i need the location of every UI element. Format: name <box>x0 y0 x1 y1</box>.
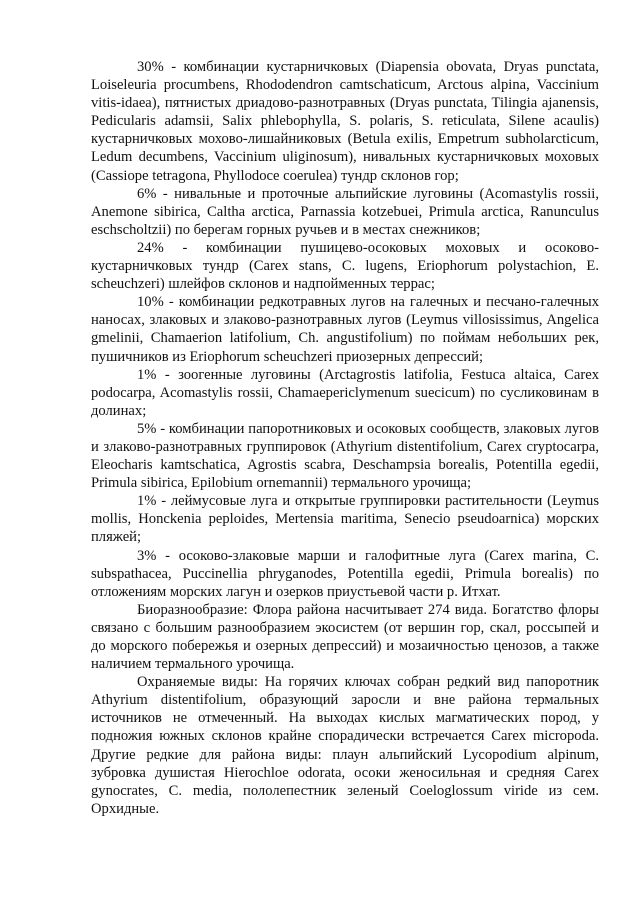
paragraph-fern-sedge-communities: 5% - комбинации папоротниковых и осоковых сообществ, злаковых лугов и злаково-разнотравных группировок (Athyrium distentifolium, Carex cryptocarpa, Eleocharis kamtschatica, Agrostis scabra, Deschampsia borealis, Potentilla egedii, Primula sibirica, Epilobium ornemannii) термального урочища; <box>91 420 599 492</box>
paragraph-leymus-meadows: 1% - леймусовые луга и открытые группировки растительности (Leymus mollis, Honckenia peploides, Mertensia maritima, Senecio pseudoarnica) морских пляжей; <box>91 493 599 546</box>
paragraph-floodplain-meadows: 10% - комбинации редкотравных лугов на галечных и песчано-галечных наносах, злаковых и злаково-разнотравных лугов (Leymus villosissimus, Angelica gmelinii, Chamaerion latifolium, Ch. angustifolium) по поймам небольших рек, пушичников из Eriophorum scheuchzeri приозерных депрессий; <box>91 294 599 365</box>
paragraph-sedge-moss-tundra: 24% - комбинации пушицево-осоковых моховых и осоково-кустарничковых тундр (Carex stans, C. lugens, Eriophorum polystachion, E. scheuchzeri) шлейфов склонов и надпойменных террас; <box>91 239 599 293</box>
paragraph-biodiversity: Биоразнообразие: Флора района насчитывает 274 вида. Богатство флоры связано с большим разнообразием экосистем (от вершин гор, скал, россыпей и до морского побережья и озерных депрессий) и мозаичностью ценозов, а также наличием термального урочища. <box>91 601 599 673</box>
paragraph-tundra-shrub-combinations: 30% - комбинации кустарничковых (Diapensia obovata, Dryas punctata, Loiseleuria procumbens, Rhododendron camtschaticum, Arctous alpina, Vaccinium vitis-idaea), пятнистых дриадово-разнотравных (Dryas punctata, Tilingia ajanensis, Pedicularis adamsii, Salix phlebophylla, S. polaris, S. reticulata, Silene acaulis) кустарничковых мохово-лишайниковых (Betula exilis, Empetrum subholarcticum, Ledum decumbens, Vaccinium uliginosum), нивальных кустарничковых моховых (Cassiope tetragona, Phyllodoce coerulea) тундр склонов гор; <box>91 59 599 184</box>
paragraph-zoogenic-meadows: 1% - зоогенные луговины (Arctagrostis latifolia, Festuca altaica, Carex podocarpa, Acomastylis rossii, Chamaepericlymenum suecicum) по сусликовинам в долинах; <box>91 366 599 419</box>
paragraph-protected-species: Охраняемые виды: На горячих ключах собран редкий вид папоротник Athyrium distentifolium, образующий заросли и вне района термальных источников не отмеченный. На выходах кислых магматических пород, у подножия южных склонов крайне спорадически встречается Carex micropoda. Другие редкие для района виды: плаун альпийский Lycopodium alpinum, зубровка душистая Hierochloe odorata, осоки женосильная и средняя Carex gynocrates, C. media, пололепестник зеленый Coeloglossum viride из сем. Орхидные. <box>91 674 599 817</box>
paragraph-alpine-meadows: 6% - нивальные и проточные альпийские луговины (Acomastylis rossii, Anemone sibirica, Caltha arctica, Parnassia kotzebuei, Primula arctica, Ranunculus eschscholtzii) по берегам горных ручьев и в местах снежников; <box>91 185 599 238</box>
document-page <box>91 58 599 818</box>
paragraph-salt-marshes: 3% - осоково-злаковые марши и галофитные луга (Carex marina, C. subspathacea, Puccinellia phryganodes, Potentilla egedii, Primula borealis) по отложениям морских лагун и озерков приустьевой части р. Итхат. <box>91 547 599 600</box>
